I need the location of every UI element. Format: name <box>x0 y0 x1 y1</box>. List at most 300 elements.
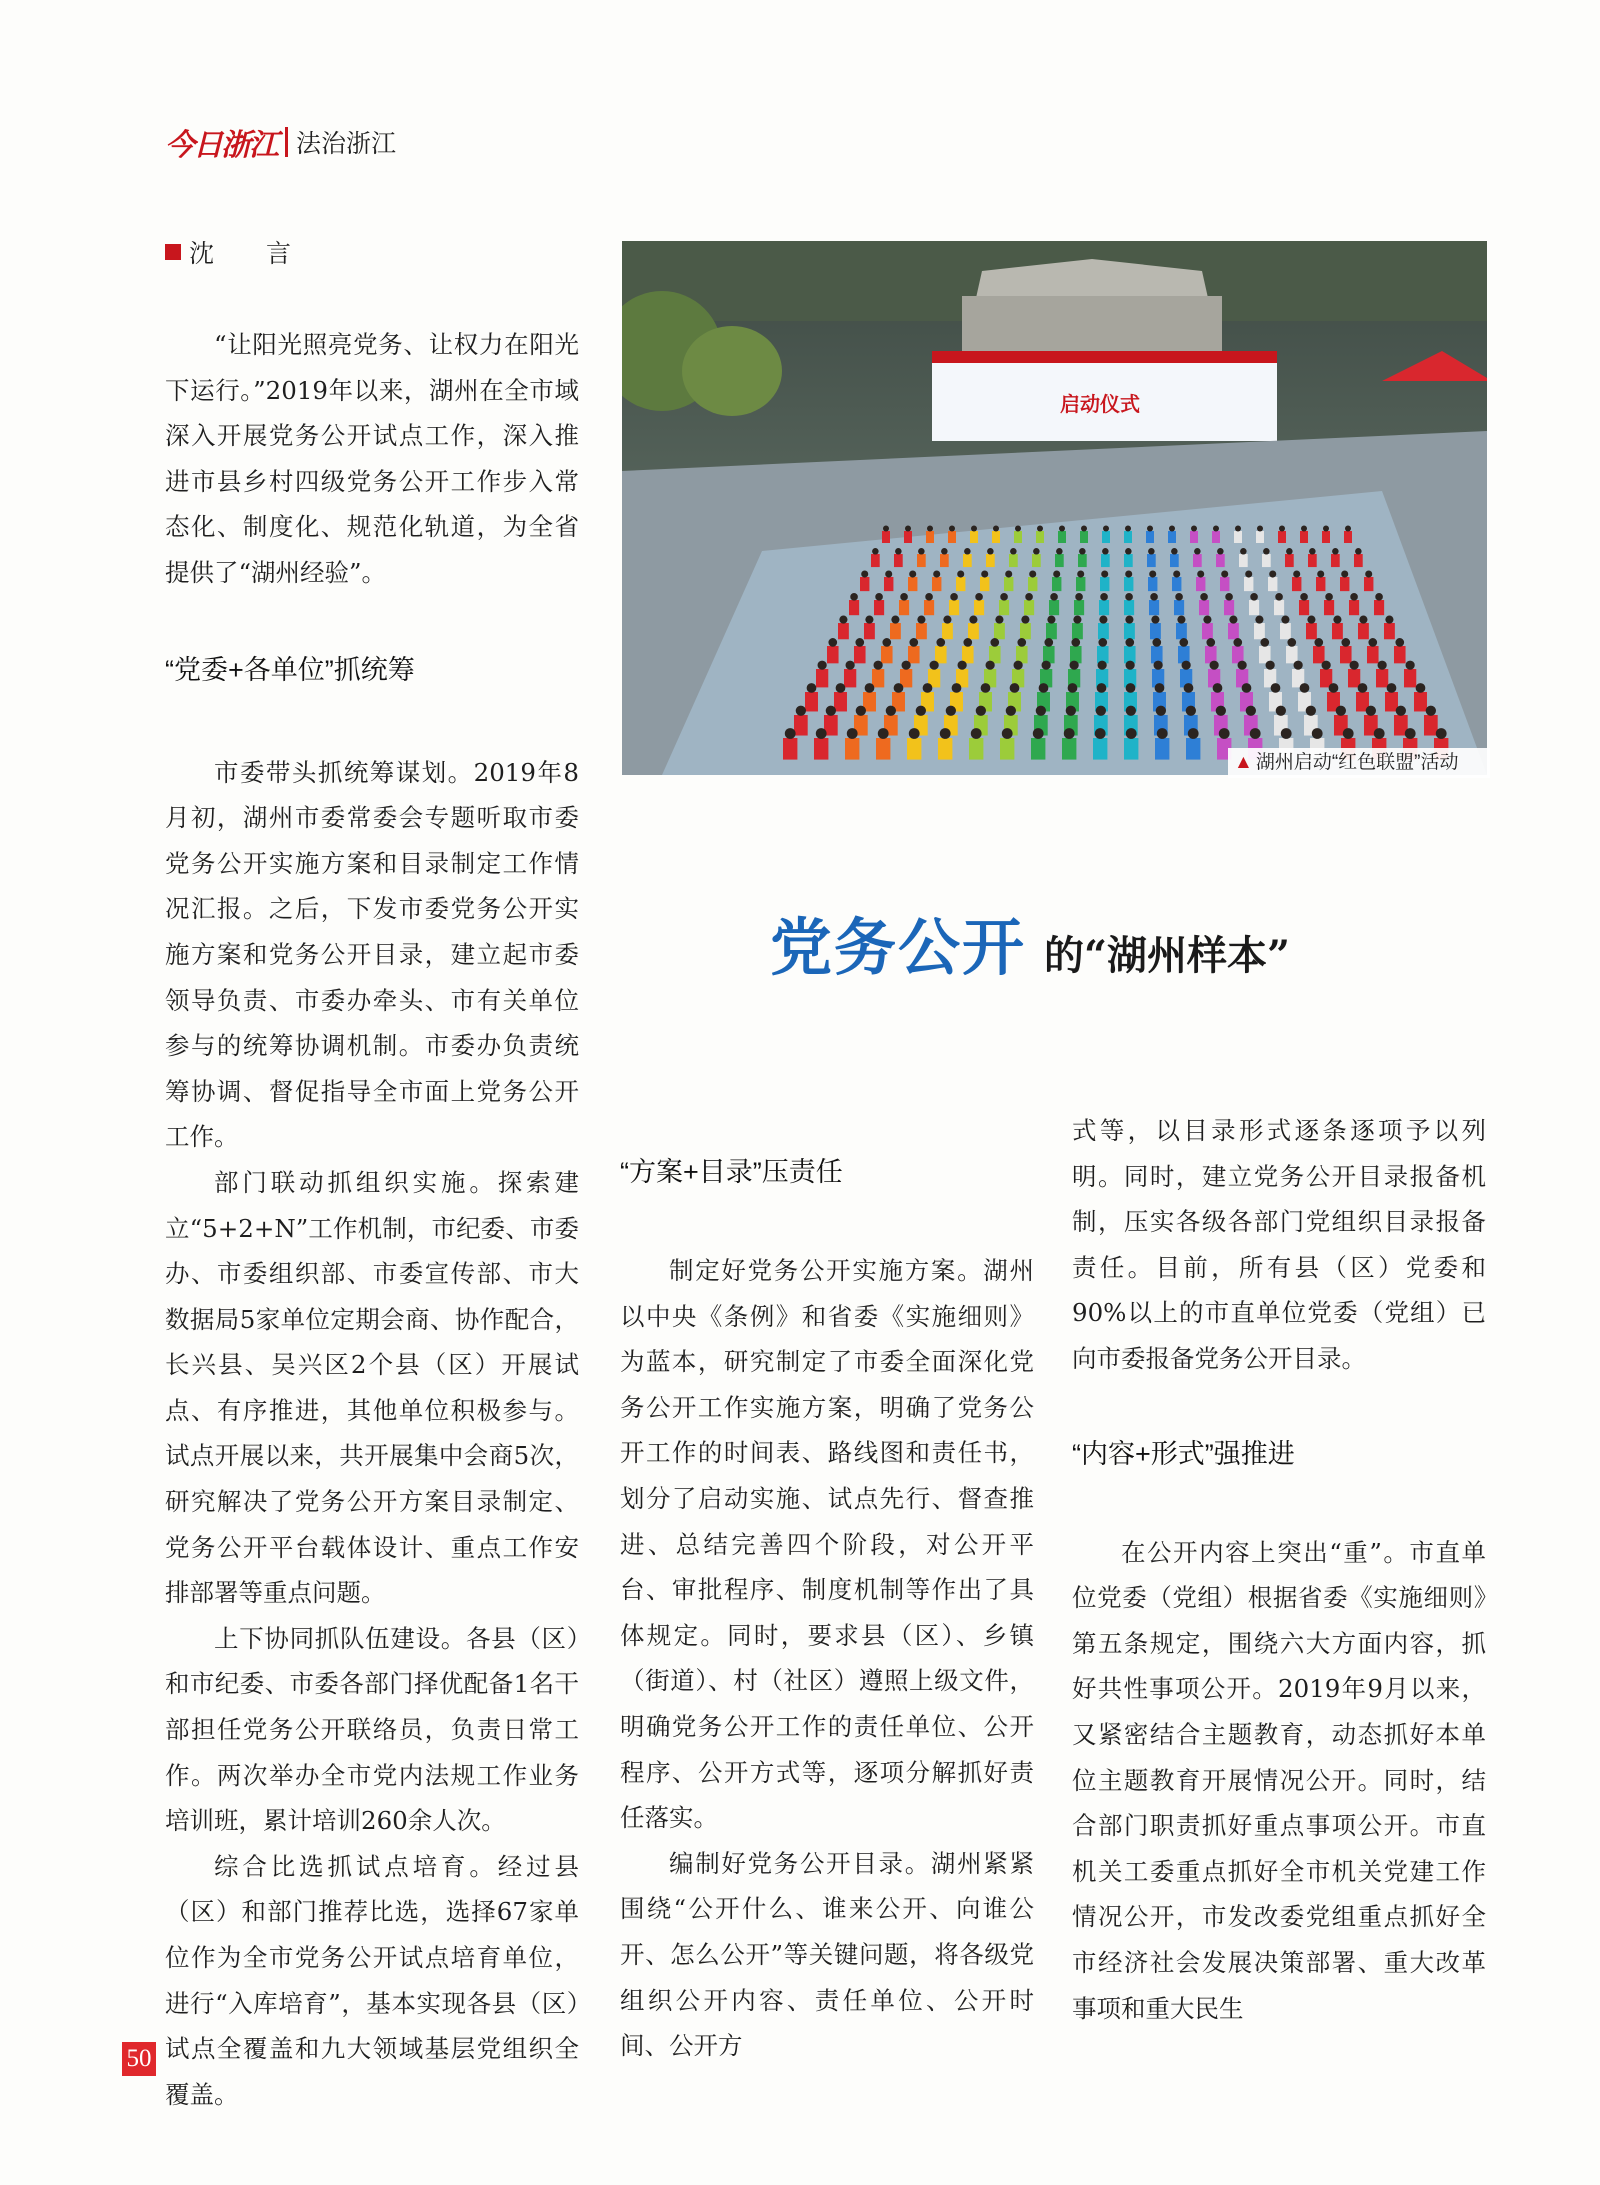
crowd-person <box>854 646 866 663</box>
crowd-head <box>1002 728 1013 739</box>
banner-text: 启动仪式 <box>1060 392 1140 416</box>
crowd-person <box>1031 738 1045 760</box>
crowd-person <box>992 531 1000 543</box>
crowd-head <box>909 571 916 578</box>
crowd-head <box>971 526 977 532</box>
crowd-head <box>1271 683 1281 693</box>
crowd-head <box>1233 638 1242 647</box>
crowd-head <box>1368 638 1377 647</box>
crowd-head <box>1374 728 1385 739</box>
crowd-head <box>818 661 827 670</box>
crowd-person <box>1234 531 1242 543</box>
crowd-head <box>1405 728 1416 739</box>
crowd-person <box>942 623 953 639</box>
crowd-head <box>1269 571 1276 578</box>
crowd-head <box>865 616 873 624</box>
crowd-head <box>1151 616 1159 624</box>
crowd-person <box>908 646 920 663</box>
crowd-person <box>1306 623 1317 639</box>
crowd-person <box>1292 577 1301 591</box>
crowd-head <box>1250 728 1261 739</box>
crowd-head <box>1150 593 1158 601</box>
crowd-person <box>932 577 941 591</box>
crowd-person <box>834 692 847 711</box>
crowd-head <box>1191 526 1197 532</box>
crowd-person <box>1146 531 1154 543</box>
crowd-person <box>1404 669 1416 687</box>
crowd-head <box>1221 571 1228 578</box>
crowd-person <box>1239 554 1248 567</box>
crowd-head <box>1387 683 1397 693</box>
crowd-head <box>1033 728 1044 739</box>
crowd-person <box>963 554 972 567</box>
title-sub: 的“湖州样本” <box>1044 932 1291 979</box>
crowd-person <box>884 577 893 591</box>
crowd-person <box>1076 577 1085 591</box>
crowd-head <box>1000 593 1008 601</box>
crowd-person <box>1174 600 1184 615</box>
crowd-person <box>1148 577 1157 591</box>
crowd-person <box>916 623 927 639</box>
crowd-head <box>1152 638 1161 647</box>
crowd-head <box>1125 616 1133 624</box>
photo-caption <box>1228 748 1490 778</box>
crowd-head <box>856 706 866 716</box>
crowd-head <box>1005 571 1012 578</box>
crowd-head <box>847 728 858 739</box>
crowd-person <box>1424 715 1438 736</box>
crowd-head <box>1350 593 1358 601</box>
crowd-person <box>1049 600 1059 615</box>
crowd-head <box>828 638 837 647</box>
crowd-person <box>838 623 849 639</box>
crowd-person <box>1024 600 1034 615</box>
crowd-head <box>1314 638 1323 647</box>
crowd-person <box>980 577 989 591</box>
crowd-head <box>1225 593 1233 601</box>
crowd-head <box>1173 571 1180 578</box>
crowd-person <box>1374 600 1384 615</box>
author-name: 沈 言 <box>189 239 313 268</box>
crowd-person <box>1202 623 1213 639</box>
crowd-head <box>1322 661 1331 670</box>
crowd-head <box>946 706 956 716</box>
section-heading-3: “内容+形式”强推进 <box>1072 1438 1295 1469</box>
crowd-person <box>864 623 875 639</box>
crowd-person <box>970 531 978 543</box>
crowd-head <box>995 616 1003 624</box>
crowd-head <box>930 661 939 670</box>
crowd-head <box>1245 571 1252 578</box>
crowd-head <box>1102 548 1109 555</box>
crowd-head <box>882 638 891 647</box>
crowd-person <box>1216 554 1225 567</box>
crowd-person <box>904 531 912 543</box>
crowd-head <box>1365 571 1372 578</box>
crowd-head <box>949 526 955 532</box>
crowd-person <box>1124 554 1133 567</box>
crowd-head <box>1070 661 1079 670</box>
crowd-head <box>963 638 972 647</box>
crowd-person <box>1172 577 1181 591</box>
crowd-head <box>1010 683 1020 693</box>
crowd-person <box>1124 623 1135 639</box>
red-square-icon <box>165 244 181 260</box>
crowd-head <box>878 728 889 739</box>
crowd-head <box>1276 706 1286 716</box>
crowd-head <box>1010 548 1017 555</box>
crowd-person <box>882 531 890 543</box>
crowd-person <box>1332 623 1343 639</box>
crowd-person <box>1414 692 1427 711</box>
crowd-head <box>1071 638 1080 647</box>
crowd-person <box>783 738 797 760</box>
crowd-person <box>1036 531 1044 543</box>
crowd-person <box>1259 646 1271 663</box>
crowd-head <box>933 571 940 578</box>
crowd-head <box>909 638 918 647</box>
crowd-head <box>1317 571 1324 578</box>
crowd-head <box>1197 571 1204 578</box>
crowd-head <box>1064 728 1075 739</box>
crowd-person <box>1190 531 1198 543</box>
crowd-person <box>1376 669 1388 687</box>
crowd-person <box>1313 646 1325 663</box>
crowd-head <box>1098 638 1107 647</box>
paragraph: 上下协同抓队伍建设。各县（区）和市纪委、市委各部门择优配备1名干部担任党务公开联络员，负责日常工作。两次举办全市党内法规工作业务培训班，累计培训260余人次。 <box>165 1623 579 1836</box>
crowd-head <box>927 526 933 532</box>
crowd-person <box>1078 554 1087 567</box>
crowd-person <box>926 531 934 543</box>
crowd-head <box>1017 638 1026 647</box>
crowd-head <box>826 706 836 716</box>
crowd-head <box>909 728 920 739</box>
crowd-head <box>1210 661 1219 670</box>
crowd-head <box>1188 728 1199 739</box>
crowd-head <box>1103 526 1109 532</box>
crowd-person <box>1151 646 1163 663</box>
crowd-person <box>948 531 956 543</box>
crowd-head <box>1182 661 1191 670</box>
crowd-head <box>1341 638 1350 647</box>
intro-paragraph: “让阳光照亮党务、让权力在阳光下运行。”2019年以来，湖州在全市域深入开展党务公开试点工作，深入推进市县乡村四级党务公开工作步入常态化、制度化、规范化轨道，为全省提供了“湖州经验”。 <box>165 330 579 587</box>
crowd-head <box>1436 728 1447 739</box>
crowd-person <box>874 600 884 615</box>
crowd-head <box>981 683 991 693</box>
crowd-head <box>1345 526 1351 532</box>
crowd-head <box>1366 706 1376 716</box>
crowd-person <box>924 600 934 615</box>
crowd-head <box>1042 661 1051 670</box>
crowd-head <box>1332 548 1339 555</box>
crowd-head <box>943 616 951 624</box>
crowd-head <box>1300 683 1310 693</box>
crowd-person <box>1176 623 1187 639</box>
crowd-head <box>1101 571 1108 578</box>
crowd-head <box>1406 661 1415 670</box>
crowd-head <box>1155 683 1165 693</box>
crowd-person <box>1340 577 1349 591</box>
crowd-head <box>1257 526 1263 532</box>
crowd-person <box>1220 577 1229 591</box>
crowd-head <box>1186 706 1196 716</box>
crowd-person <box>1014 531 1022 543</box>
crowd-person <box>805 692 818 711</box>
page-number: 50 <box>122 2042 156 2076</box>
paragraph: 制定好党务公开实施方案。湖州以中央《条例》和省委《实施细则》为蓝本，研究制定了市委全面深化党务公开工作实施方案，明确了党务公开工作的时间表、路线图和责任书，划分了启动实施、试点先行、督查推进、总结完善四个阶段，对公开平台、审批程序、制度机制等作出了具体规定。同时，要求县（区）、乡镇（街道）、村（社区）遵照上级文件，明确党务公开工作的责任单位、公开程序、公开方式等，逐项分解抓好责任落实。 <box>620 1256 1034 1833</box>
crowd-head <box>1306 706 1316 716</box>
crowd-person <box>1212 531 1220 543</box>
crowd-head <box>990 638 999 647</box>
crowd-head <box>1125 571 1132 578</box>
crowd-head <box>1079 548 1086 555</box>
crowd-person <box>881 646 893 663</box>
crowd-head <box>964 548 971 555</box>
crowd-person <box>1274 600 1284 615</box>
crowd-person <box>845 738 859 760</box>
crowd-head <box>816 728 827 739</box>
crowd-head <box>971 728 982 739</box>
crowd-person <box>1268 577 1277 591</box>
crowd-head <box>1281 728 1292 739</box>
crowd-person <box>1394 646 1406 663</box>
crowd-head <box>950 593 958 601</box>
crowd-person <box>1278 531 1286 543</box>
crowd-person <box>890 623 901 639</box>
crowd-head <box>952 683 962 693</box>
crowd-head <box>894 683 904 693</box>
paragraph: 在公开内容上突出“重”。市直单位党委（党组）根据省委《实施细则》第五条规定，围绕六大方面内容，抓好共性事项公开。2019年9月以来，又紧密结合主题教育，动态抓好本单位主题教育开展情况公开。同时，结合部门职责抓好重点事项公开。市直机关工委重点抓好全市机关党建工作情况公开，市发改委党组重点抓好全市经济社会发展决策部署、重大改革事项和重大民生 <box>1072 1537 1486 2023</box>
crowd-person <box>1124 738 1138 760</box>
crowd-person <box>1004 577 1013 591</box>
crowd-head <box>1325 593 1333 601</box>
crowd-head <box>1126 661 1135 670</box>
crowd-head <box>836 683 846 693</box>
crowd-head <box>1294 661 1303 670</box>
crowd-person <box>1316 577 1325 591</box>
crowd-head <box>846 661 855 670</box>
crowd-person <box>1070 646 1082 663</box>
crowd-person <box>1009 554 1018 567</box>
crowd-person <box>1186 738 1200 760</box>
crowd-person <box>1228 623 1239 639</box>
crowd-person <box>1124 600 1134 615</box>
crowd-head <box>895 548 902 555</box>
crowd-head <box>1200 593 1208 601</box>
crowd-head <box>1238 661 1247 670</box>
crowd-person <box>1098 623 1109 639</box>
crowd-person <box>894 554 903 567</box>
column-3 <box>1072 1108 1486 2031</box>
magazine-logo: 今日浙江 <box>165 128 277 163</box>
crowd-person <box>1262 554 1271 567</box>
crowd-head <box>1056 548 1063 555</box>
crowd-person <box>1285 554 1294 567</box>
crowd-head <box>839 616 847 624</box>
crowd-head <box>1343 728 1354 739</box>
crowd-person <box>1062 738 1076 760</box>
crowd-head <box>1147 526 1153 532</box>
crowd-person <box>1349 600 1359 615</box>
crowd-person <box>1331 554 1340 567</box>
paragraph: 编制好党务公开目录。湖州紧紧围绕“公开什么、谁来公开、向谁公开、怎么公开”等关键问题，将各级党组织公开内容、责任单位、公开时间、公开方 <box>620 1848 1034 2061</box>
crowd-person <box>1199 600 1209 615</box>
crowd-person <box>1348 669 1360 687</box>
crowd-head <box>1355 548 1362 555</box>
crowd-person <box>1000 738 1014 760</box>
crowd-head <box>1309 548 1316 555</box>
byline <box>165 234 313 270</box>
crowd-person <box>1093 738 1107 760</box>
crowd-person <box>962 646 974 663</box>
crowd-person <box>1256 531 1264 543</box>
masthead <box>165 122 396 162</box>
crowd-head <box>1047 616 1055 624</box>
crowd-head <box>1426 706 1436 716</box>
crowd-head <box>1177 616 1185 624</box>
crowd-head <box>1126 706 1136 716</box>
crowd-head <box>1050 593 1058 601</box>
crowd-head <box>886 706 896 716</box>
crowd-head <box>1184 683 1194 693</box>
crowd-head <box>902 661 911 670</box>
crowd-head <box>1125 593 1133 601</box>
crowd-head <box>986 661 995 670</box>
crowd-head <box>916 706 926 716</box>
crowd-head <box>796 706 806 716</box>
crowd-head <box>1329 683 1339 693</box>
crowd-head <box>1095 728 1106 739</box>
crowd-person <box>940 554 949 567</box>
paragraph: 部门联动抓组织实施。探索建立“5+2+N”工作机制，市纪委、市委办、市委组织部、市委宣传部、市大数据局5家单位定期会商、协作配合，长兴县、吴兴区2个县（区）开展试点、有序推进，其他单位积极参与。试点开展以来，共开展集中会商5次，研究解决了党务公开方案目录制定、党务公开平台载体设计、重点工作安排部署等重点问题。 <box>165 1167 579 1608</box>
crowd-head <box>1099 616 1107 624</box>
article-title <box>770 898 1290 987</box>
crowd-head <box>865 683 875 693</box>
crowd-head <box>941 548 948 555</box>
crowd-head <box>872 548 879 555</box>
crowd-head <box>1036 706 1046 716</box>
crowd-head <box>1350 661 1359 670</box>
crowd-head <box>1246 706 1256 716</box>
crowd-head <box>958 661 967 670</box>
crowd-person <box>899 600 909 615</box>
crowd-person <box>1046 623 1057 639</box>
crowd-head <box>925 593 933 601</box>
crowd-person <box>816 669 828 687</box>
crowd-head <box>1279 526 1285 532</box>
crowd-head <box>850 593 858 601</box>
crowd-head <box>1149 571 1156 578</box>
title-main: 党务公开 <box>770 911 1027 984</box>
crowd-head <box>1081 526 1087 532</box>
crowd-head <box>1235 526 1241 532</box>
crowd-person <box>1308 554 1317 567</box>
crowd-person <box>860 577 869 591</box>
crowd-person <box>969 738 983 760</box>
crowd-head <box>1213 683 1223 693</box>
crowd-head <box>1154 661 1163 670</box>
paragraph: 市委带头抓统筹谋划。2019年8月初，湖州市委常委会专题听取市委党务公开实施方案和目录制定工作情况汇报。之后，下发市委党务公开实施方案和党务公开目录，建立起市委领导负责、市委办牵头、市有关单位参与的统筹协调机制。市委办负责统筹协调、督促指导全市面上党务公开工作。 <box>165 757 579 1152</box>
crowd-person <box>968 623 979 639</box>
crowd-head <box>1066 706 1076 716</box>
crowd-head <box>1219 728 1230 739</box>
crowd-person <box>949 600 959 615</box>
crowd-head <box>885 571 892 578</box>
crowd-head <box>1378 661 1387 670</box>
crowd-person <box>1168 531 1176 543</box>
crowd-head <box>1242 683 1252 693</box>
crowd-person <box>1364 577 1373 591</box>
crowd-head <box>1275 593 1283 601</box>
crowd-head <box>874 661 883 670</box>
crowd-head <box>1015 526 1021 532</box>
crowd-head <box>1281 616 1289 624</box>
crowd-head <box>1286 548 1293 555</box>
crowd-person <box>1324 600 1334 615</box>
crowd-head <box>1148 548 1155 555</box>
crowd-head <box>807 683 817 693</box>
crowd-head <box>1098 661 1107 670</box>
crowd-person <box>907 738 921 760</box>
crowd-head <box>976 706 986 716</box>
crowd-person <box>994 623 1005 639</box>
crowd-head <box>1240 548 1247 555</box>
photo-illustration <box>622 241 1487 775</box>
crowd-head <box>1075 593 1083 601</box>
crowd-head <box>940 728 951 739</box>
crowd-person <box>1170 554 1179 567</box>
crowd-head <box>1359 616 1367 624</box>
caption-text: 湖州启动“红色联盟”活动 <box>1255 752 1459 773</box>
crowd-person <box>1178 646 1190 663</box>
crowd-head <box>1014 661 1023 670</box>
crowd-head <box>1287 638 1296 647</box>
crowd-person <box>844 669 856 687</box>
crowd-person <box>1099 600 1109 615</box>
crowd-person <box>1100 577 1109 591</box>
crowd-person <box>1150 623 1161 639</box>
crowd-head <box>1021 616 1029 624</box>
crowd-head <box>875 593 883 601</box>
crowd-person <box>1149 600 1159 615</box>
crowd-head <box>1333 616 1341 624</box>
crowd-head <box>969 616 977 624</box>
crowd-head <box>1077 571 1084 578</box>
crowd-person <box>935 646 947 663</box>
crowd-head <box>1385 616 1393 624</box>
crowd-head <box>1059 526 1065 532</box>
crowd-head <box>1179 638 1188 647</box>
crowd-head <box>1416 683 1426 693</box>
crowd-head <box>1229 616 1237 624</box>
crowd-person <box>1055 554 1064 567</box>
crowd-head <box>1312 728 1323 739</box>
crowd-person <box>1043 646 1055 663</box>
crowd-person <box>827 646 839 663</box>
crowd-head <box>923 683 933 693</box>
crowd-person <box>1384 623 1395 639</box>
section-heading-2: “方案+目录”压责任 <box>620 1157 843 1187</box>
crowd-person <box>1244 577 1253 591</box>
crowd-head <box>1125 526 1131 532</box>
crowd-person <box>1224 600 1234 615</box>
crowd-person <box>1193 554 1202 567</box>
crowd-head <box>1037 526 1043 532</box>
crowd-person <box>1249 600 1259 615</box>
crowd-person <box>794 715 808 736</box>
column-1 <box>165 322 579 2117</box>
crowd-person <box>1344 531 1352 543</box>
